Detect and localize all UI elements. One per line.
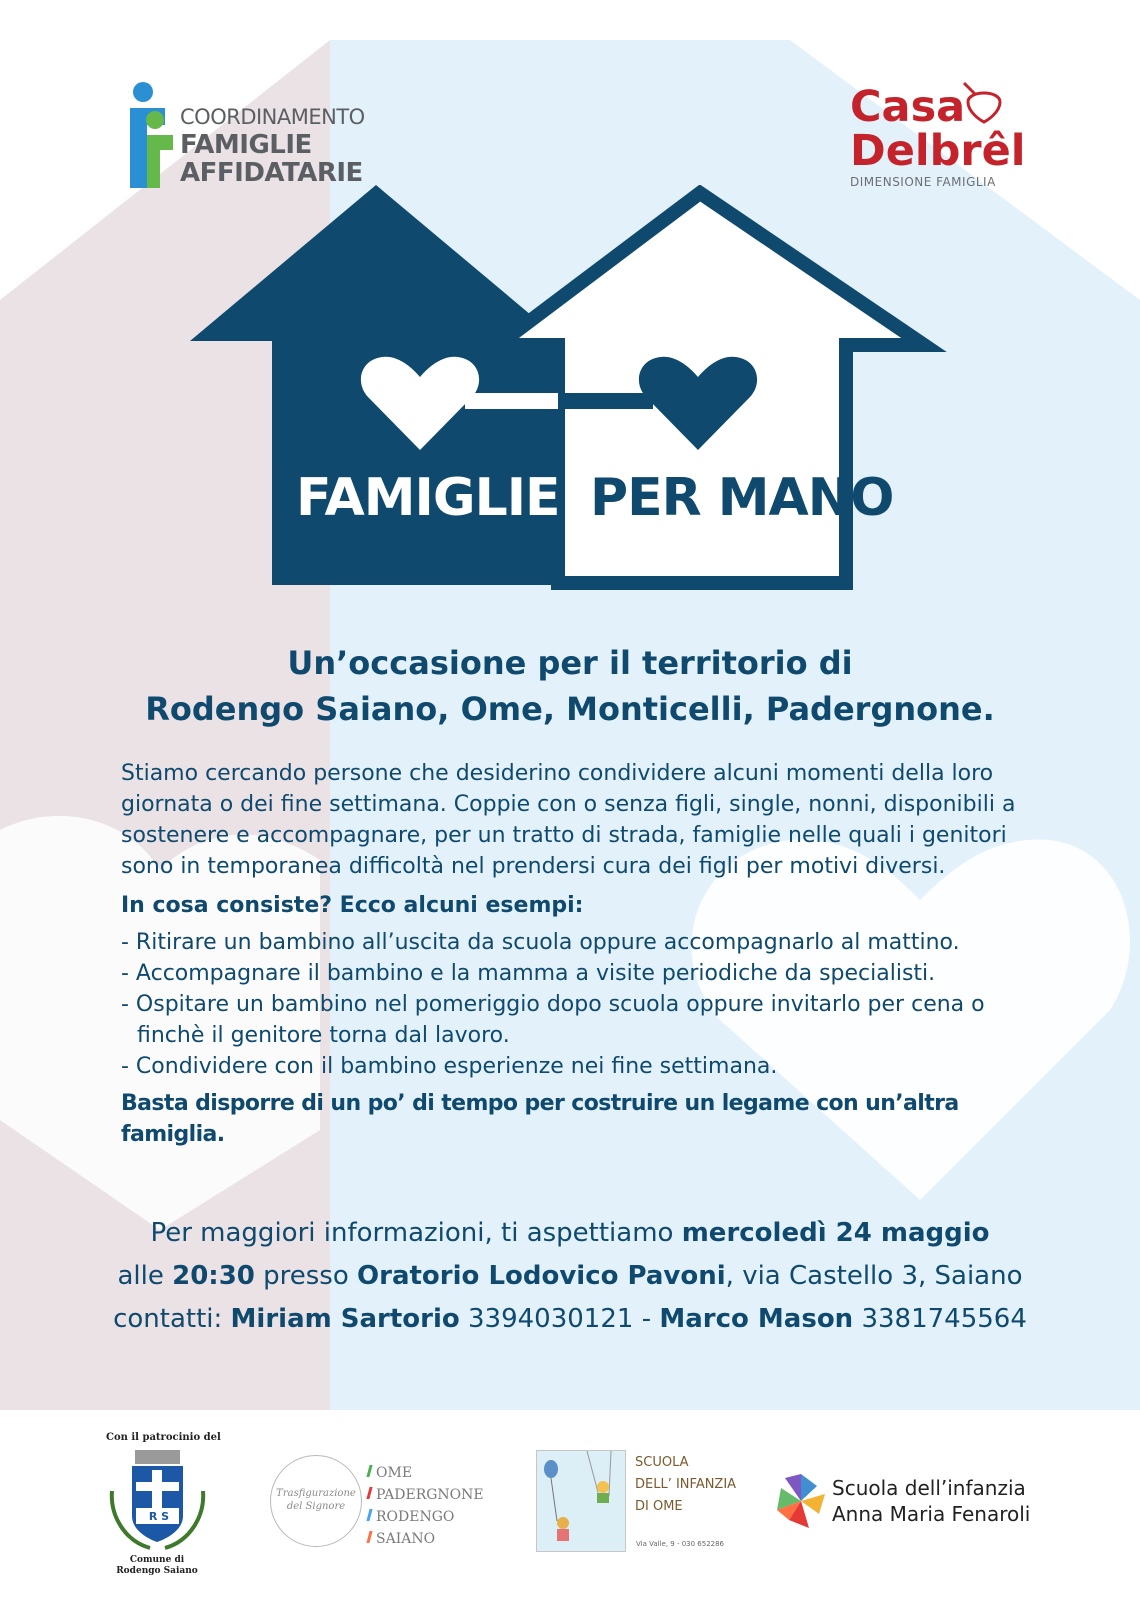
scuola-ome-illustration [536, 1450, 626, 1552]
info-line3 [60, 1298, 1080, 1341]
list-item [368, 1528, 484, 1550]
list-item [368, 1484, 484, 1506]
trasfigurazione-text [272, 1487, 360, 1513]
info-text: presso [254, 1261, 358, 1291]
fenaroli-line1: Scuola dell’infanzia [832, 1476, 1026, 1500]
spinning-top-icon [960, 80, 1010, 125]
orange-bar-icon [366, 1531, 372, 1543]
headline-line2: Rodengo Saiano, Ome, Monticelli, Padergnone. [145, 690, 995, 728]
patrocinio-label: Con il patrocinio del [106, 1432, 221, 1443]
list-item [368, 1462, 484, 1484]
contact2-phone: 3381745564 [853, 1304, 1027, 1334]
headline [60, 640, 1080, 732]
body-text [121, 758, 1021, 1150]
title-per-mano: PER MANO [590, 468, 894, 528]
coordinamento-text [180, 103, 365, 187]
paesi-list [368, 1462, 484, 1550]
info-block [60, 1212, 1080, 1341]
fenaroli-text [832, 1475, 1030, 1527]
event-date: mercoledì 24 maggio [681, 1218, 990, 1248]
paese-rodengo: RODENGO [376, 1509, 455, 1525]
famiglie-per-mano-houses-icon [190, 185, 950, 605]
headline-line1: Un’occasione per il territorio di [287, 644, 853, 682]
scuola-ome-address: Via Valle, 9 - 030 652286 [636, 1540, 725, 1548]
contact1-phone: 3394030121 - [459, 1304, 660, 1334]
list-item: - Condividere con il bambino esperienze nei fine settimana. [121, 1054, 778, 1079]
contacts-label: contatti: [113, 1304, 231, 1334]
info-line1 [60, 1212, 1080, 1255]
info-text: alle [117, 1261, 173, 1291]
trasfigurazione-line1: Trasfigurazione [276, 1488, 356, 1499]
info-line2 [60, 1255, 1080, 1298]
intro-paragraph: Stiamo cercando persone che desiderino condividere alcuni momenti della loro giornata o dei fine settimana. Coppie con o senza figli, single, nonni, disponibili a sostenere e accompagnare, per un tratto di strada, famiglie nelle quali i genitori sono in temporanea difficoltà nel prendersi cura dei figli per motivi diversi. [121, 761, 1016, 879]
fenaroli-line2: Anna Maria Fenaroli [832, 1502, 1031, 1526]
contact2-name: Marco Mason [659, 1304, 854, 1334]
paese-saiano: SAIANO [376, 1531, 436, 1547]
coordinamento-line2: FAMIGLIE [180, 130, 312, 160]
scuola-ome-line3: DI OME [635, 1499, 683, 1514]
contact1-name: Miriam Sartorio [230, 1304, 460, 1334]
scuola-ome-line2: DELL’ INFANZIA [635, 1477, 737, 1492]
dimensione-famiglia-text: DIMENSIONE FAMIGLIA [850, 175, 996, 189]
examples-subtitle: In cosa consiste? Ecco alcuni esempi: [121, 893, 584, 918]
green-bar-icon [366, 1465, 372, 1477]
trasfigurazione-line2: del Signore [286, 1501, 346, 1512]
list-item: - Ospitare un bambino nel pomeriggio dopo scuola oppure invitarlo per cena o finchè il genitore torna dal lavoro. [121, 992, 985, 1048]
coordinamento-line3: AFFIDATARIE [180, 158, 363, 188]
comune-name [112, 1555, 202, 1577]
coordinamento-line1: COORDINAMENTO [180, 105, 365, 129]
casa-word: Casa [850, 82, 966, 132]
event-place: Oratorio Lodovico Pavoni [357, 1261, 726, 1291]
event-address: , via Castello 3, Saiano [725, 1261, 1023, 1291]
list-item [368, 1506, 484, 1528]
comune-line2: Rodengo Saiano [116, 1566, 198, 1576]
comune-coat-of-arms-icon [100, 1446, 215, 1556]
examples-list [121, 927, 1021, 1082]
closing-sentence: Basta disporre di un po’ di tempo per costruire un legame con un’altra famiglia. [121, 1091, 959, 1147]
list-item: - Accompagnare il bambino e la mamma a visite periodiche da specialisti. [121, 961, 936, 986]
comune-line1: Comune di [129, 1555, 185, 1565]
delbrel-word: Delbrêl [850, 126, 1026, 176]
paese-ome: OME [376, 1465, 413, 1481]
scuola-ome-line1: SCUOLA [635, 1455, 689, 1470]
info-text: Per maggiori informazioni, ti aspettiamo [150, 1218, 682, 1248]
blue-bar-icon [366, 1509, 372, 1521]
pinwheel-icon [775, 1472, 827, 1530]
event-time: 20:30 [172, 1261, 255, 1291]
red-bar-icon [366, 1487, 372, 1499]
children-swing-icon [537, 1451, 625, 1551]
coat-letters: R S [148, 1510, 170, 1523]
scuola-ome-text [635, 1452, 736, 1518]
list-item: - Ritirare un bambino all’uscita da scuola oppure accompagnarlo al mattino. [121, 930, 960, 955]
paese-padergnone: PADERGNONE [376, 1487, 484, 1503]
casa-delbrel-logo [850, 82, 1040, 195]
title-famiglie: FAMIGLIE [296, 468, 560, 528]
